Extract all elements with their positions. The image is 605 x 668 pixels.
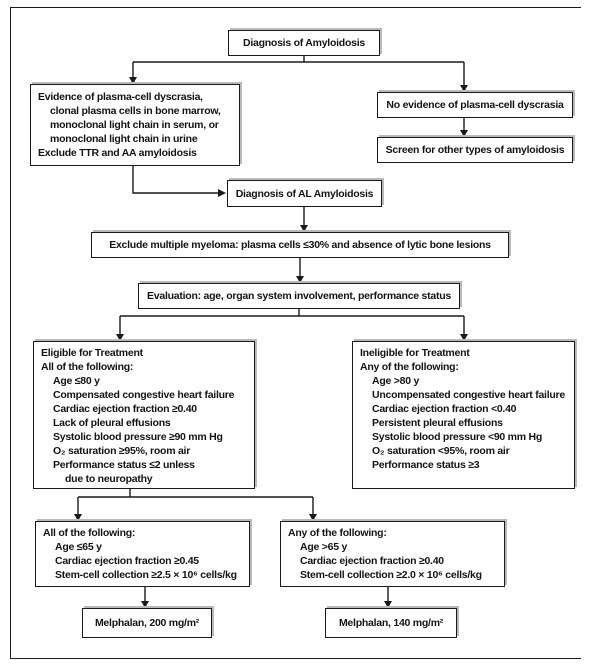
evaluation-box [138,283,460,309]
exclude-myeloma-box [91,232,509,258]
box-line: Lack of pleural effusions [53,417,171,429]
box-line: Systolic blood pressure ≥90 mm Hg [53,431,223,443]
box-line: Age >80 y [372,375,420,387]
box-line: Cardiac ejection fraction ≥0.40 [53,403,197,415]
box-line: Age ≤80 y [53,375,100,387]
al-amyloidosis-label: Diagnosis of AL Amyloidosis [235,187,374,200]
exclude-myeloma-label: Exclude multiple myeloma: plasma cells ≤30% and absence of lytic bone lesions [109,239,491,251]
box-line: Cardiac ejection fraction ≥0.40 [300,555,444,567]
box-line: Performance status ≥3 [372,459,480,471]
no-evidence-box [377,92,573,118]
box-line: O₂ saturation ≥95%, room air [53,445,191,457]
melphalan-200-box [82,608,212,638]
box-line: due to neuropathy [65,473,153,485]
box-line: Performance status ≤2 unless [53,459,195,471]
box-line: O₂ saturation <95%, room air [372,445,510,457]
box-line: Exclude TTR and AA amyloidosis [38,147,197,159]
box-line: Age ≤65 y [55,541,102,553]
diagnosis-amyloidosis-label: Diagnosis of Amyloidosis [243,37,365,49]
transplant-full-dose-criteria-box [35,521,250,587]
box-line: monoclonal light chain in urine [50,133,198,145]
box-line: Eligible for Treatment [41,347,143,359]
box-line: clonal plasma cells in bone marrow, [50,105,221,117]
ineligible-treatment-box [352,341,575,489]
box-line: Compensated congestive heart failure [53,389,235,401]
box-line: Persistent pleural effusions [372,417,503,429]
diagnosis-amyloidosis-box [228,30,380,56]
box-line: Age >65 y [300,541,348,553]
screen-other-types-label: Screen for other types of amyloidosis [385,144,565,156]
evidence-dyscrasia-box [30,84,240,166]
box-line: monoclonal light chain in serum, or [50,119,219,131]
box-line: Any of the following: [288,527,387,539]
transplant-reduced-dose-criteria-box [280,521,505,587]
melphalan-200-label: Melphalan, 200 mg/m² [94,617,200,629]
al-amyloidosis-box [227,180,382,207]
box-line: Cardiac ejection fraction <0.40 [372,403,517,415]
evaluation-label: Evaluation: age, organ system involvement, performance status [147,290,451,302]
box-line: All of the following: [41,361,134,373]
eligible-treatment-box [33,341,255,489]
box-line: Any of the following: [360,361,459,373]
no-evidence-label: No evidence of plasma-cell dyscrasia [386,99,564,111]
melphalan-140-label: Melphalan, 140 mg/m² [338,617,444,629]
box-line: Uncompensated congestive heart failure [372,389,565,401]
box-line: Cardiac ejection fraction ≥0.45 [55,555,199,567]
screen-other-types-box [377,137,573,163]
box-line: Systolic blood pressure <90 mm Hg [372,431,543,443]
box-line: Stem-cell collection ≥2.5 × 10⁶ cells/kg [55,569,237,581]
box-line: Evidence of plasma-cell dyscrasia, [38,91,203,103]
melphalan-140-box [325,608,457,638]
box-line: All of the following: [43,527,136,539]
box-line: Ineligible for Treatment [360,347,470,359]
box-line: Stem-cell collection ≥2.0 × 10⁶ cells/kg [300,569,482,581]
